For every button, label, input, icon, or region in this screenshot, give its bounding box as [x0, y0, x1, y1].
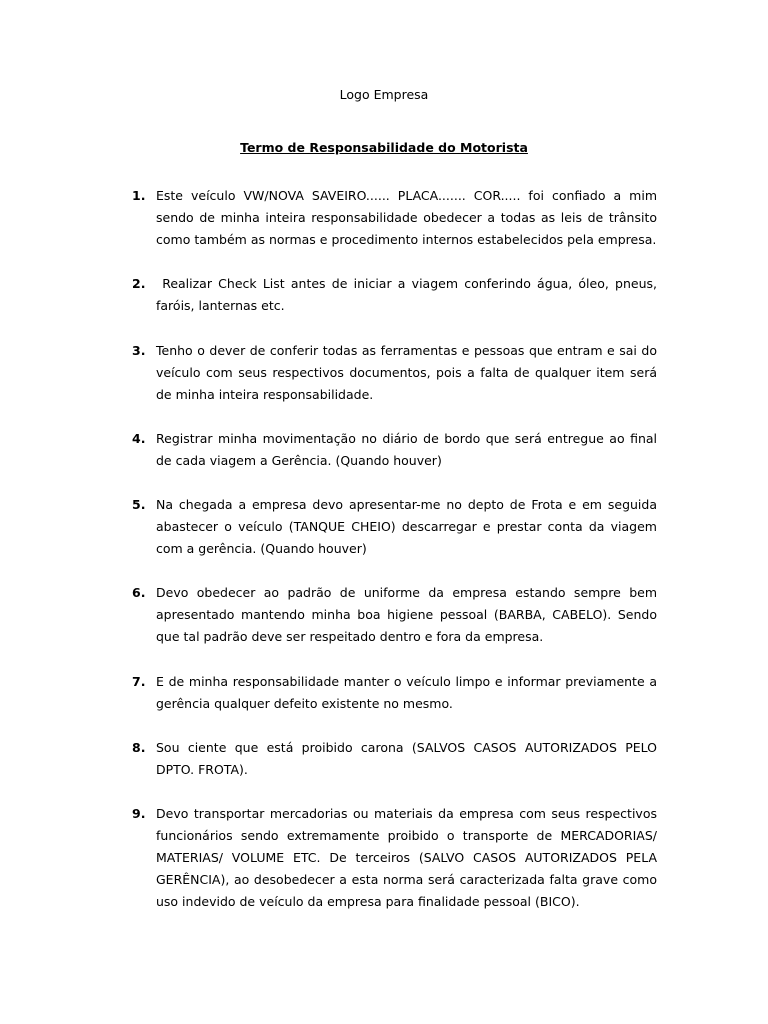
- clause-text: Na chegada a empresa devo apresentar-me no depto de Frota e em seguida abastecer o veículo (TANQUE CHEIO) descarregar e prestar conta da viagem com a gerência. (Quando houver): [156, 497, 657, 556]
- clause-text: Tenho o dever de conferir todas as ferramentas e pessoas que entram e sai do veículo com seus respectivos documentos, pois a falta de qualquer item será de minha inteira responsabilidade.: [156, 343, 657, 402]
- clause-number: 9.: [132, 806, 146, 821]
- clause-number: 1.: [132, 188, 146, 203]
- company-logo-placeholder: Logo Empresa: [339, 87, 429, 102]
- clause-number: 4.: [132, 431, 146, 446]
- clause-text: Devo obedecer ao padrão de uniforme da empresa estando sempre bem apresentado mantendo minha boa higiene pessoal (BARBA, CABELO). Sendo que tal padrão deve ser respeitado dentro e fora da empresa.: [156, 585, 657, 644]
- clause-number: 5.: [132, 497, 146, 512]
- clause-number: 2.: [132, 276, 146, 291]
- clause-text: Realizar Check List antes de iniciar a viagem conferindo água, óleo, pneus, faróis, lanternas etc.: [156, 276, 661, 313]
- clause-number: 6.: [132, 585, 146, 600]
- clause-text: Devo transportar mercadorias ou materiais da empresa com seus respectivos funcionários sendo extremamente proibido o transporte de MERCADORIAS/ MATERIAS/ VOLUME ETC. De terceiros (SALVO CASOS AUTORIZADOS PELA GERÊNCIA), ao desobedecer a esta norma será caracterizada falta grave como uso indevido de veículo da empresa para finalidade pessoal (BICO).: [156, 806, 657, 909]
- clause-number: 7.: [132, 674, 146, 689]
- clause-text: Sou ciente que está proibido carona (SALVOS CASOS AUTORIZADOS PELO DPTO. FROTA).: [156, 740, 657, 777]
- clause-text: Registrar minha movimentação no diário de bordo que será entregue ao final de cada viagem a Gerência. (Quando houver): [156, 431, 657, 468]
- clause-text: E de minha responsabilidade manter o veículo limpo e informar previamente a gerência qualquer defeito existente no mesmo.: [156, 674, 657, 711]
- clause-number: 3.: [132, 343, 146, 358]
- document-title: Termo de Responsabilidade do Motorista: [240, 140, 528, 155]
- clause-text: Este veículo VW/NOVA SAVEIRO...... PLACA....... COR..... foi confiado a mim sendo de minha inteira responsabilidade obedecer a todas as leis de trânsito como também as normas e procedimento internos estabelecidos pela empresa.: [156, 188, 657, 247]
- clause-number: 8.: [132, 740, 146, 755]
